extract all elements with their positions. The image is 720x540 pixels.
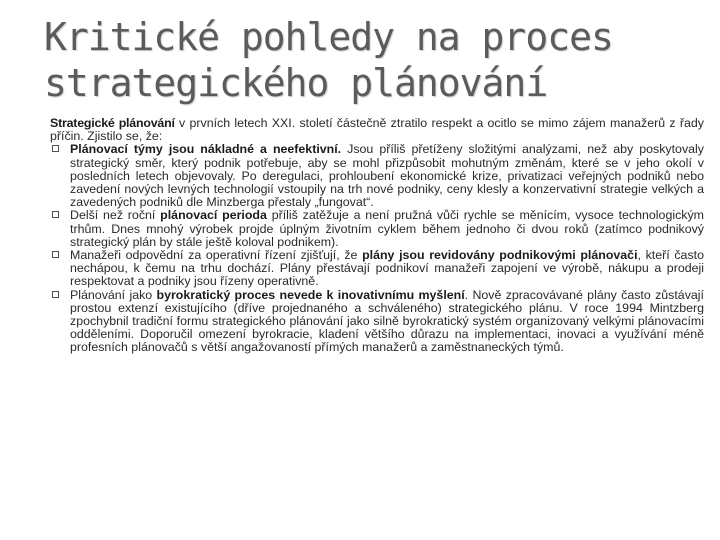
bullet-highlight: byrokratický proces nevede k inovativnímu myšlení — [156, 287, 465, 302]
bullet-highlight: plány jsou revidovány podnikovými plánovači — [362, 248, 638, 263]
bullet-text-before: Plánování jako — [70, 287, 157, 302]
slide-body — [50, 117, 704, 355]
bullet-text-after: Jsou příliš přetíženy složitými analýzami, než aby poskytovaly strategický směr, který podnik potřebuje, aby se mohl přizpůsobit mohutným změnám, které se v jeho okolí v posledních letech objevovaly. Po deregulaci, prohloubení ekonomické krize, privatizaci veřejných podniků nebo zavedení nových levných technologií vstoupily na trh nové podniky, ceny klesly a konzervativní strategie velkých a zavedených podniků dle Minzberga přestaly „fungovat“. — [70, 142, 704, 210]
intro-highlight: Strategické plánování — [50, 116, 175, 130]
title-line-2: strategického plánování — [44, 61, 548, 105]
bullet-text-after: , kteří často nechápou, k čemu na trhu dochází. Plány přestávají podnikoví manažeři zapojení ve výrobě, nákupu a prodeji respektovat a podniky jsou řízeny operativně. — [70, 248, 704, 289]
slide-title — [44, 14, 704, 106]
square-bullet-icon — [52, 211, 59, 218]
bullet-item — [50, 143, 704, 209]
bullet-text-after: . Nově zpracovávané plány často zůstávají prostou extenzí existujícího (dříve projednaného a schváleného) strategického plánu. V roce 1994 Mintzberg zpochybnil tradiční formu strategického plánování jako silně byrokratický systém organizovaný velkými plánovacími odděleními. Doporučil omezení byrokracie, kladení většího důrazu na implementaci, inovaci a využívání méně profesních plánovačů s větší angažovaností přímých manažerů a zaměstnaneckých týmů. — [70, 287, 704, 355]
bullet-highlight: plánovací perioda — [160, 208, 267, 223]
bullet-item — [50, 209, 704, 249]
bullet-text-after: příliš zatěžuje a není pružná vůči rychle se měnícím, vysoce technologickým trhům. Dnes mnohý výrobek projde úplným životním cyklem během jednoho či dvou roků (zatímco podnikový strategický plán by stále ještě koloval podnikem). — [70, 208, 704, 249]
intro-paragraph — [50, 117, 704, 143]
square-bullet-icon — [52, 251, 59, 258]
square-bullet-icon — [52, 291, 59, 298]
bullet-list — [50, 143, 704, 354]
bullet-item — [50, 249, 704, 289]
title-line-1: Kritické pohledy na proces — [44, 15, 613, 59]
intro-text: v prvních letech XXI. století částečně ztratilo respekt a ocitlo se mimo zájem manažerů z řady příčin. Zjistilo se, že: — [50, 116, 704, 144]
square-bullet-icon — [52, 145, 59, 152]
bullet-highlight: Plánovací týmy jsou nákladné a neefektivní. — [70, 142, 342, 157]
bullet-text-before: Manažeři odpovědní za operativní řízení zjišťují, že — [70, 248, 363, 263]
bullet-item — [50, 289, 704, 355]
bullet-text-before: Delší než roční — [70, 208, 161, 223]
